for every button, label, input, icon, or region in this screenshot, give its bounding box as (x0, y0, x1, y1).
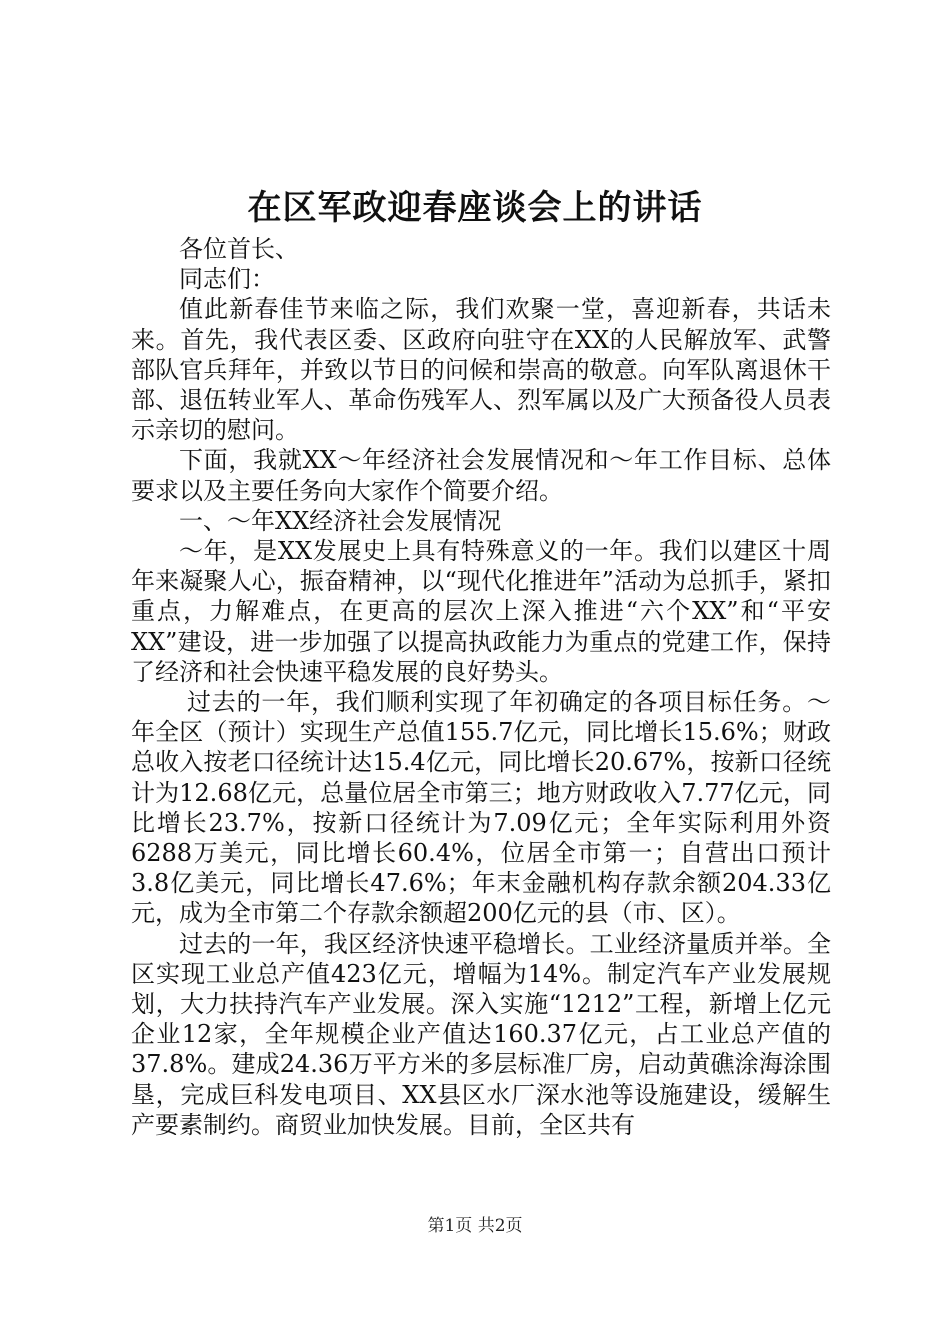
document-body (131, 234, 831, 1140)
document-title: 在区军政迎春座谈会上的讲话 (247, 188, 703, 228)
page-number-footer: 第1页 共2页 (427, 1216, 523, 1236)
paragraph-targets: 过去的一年，我们顺利实现了年初确定的各项目标任务。～年全区（预计）实现生产总值155.7亿元，同比增长15.6%；财政总收入按老口径统计达15.4亿元，同比增长20.67%，按新口径统计为12.68亿元，总量位居全市第三；地方财政收入7.77亿元，同比增长23.7%，按新口径统计为7.09亿元；全年实际利用外资6288万美元，同比增长60.4%，位居全市第一；自营出口预计3.8亿美元，同比增长47.6%；年末金融机构存款余额204.33亿元，成为全市第二个存款余额超200亿元的县（市、区）。 (131, 688, 831, 928)
paragraph-intro: 下面，我就XX～年经济社会发展情况和～年工作目标、总体要求以及主要任务向大家作个简要介绍。 (131, 446, 831, 505)
salutation-line-1: 各位首长、 (179, 235, 299, 263)
paragraph-overview: ～年，是XX发展史上具有特殊意义的一年。我们以建区十周年来凝聚人心，振奋精神，以“现代化推进年”活动为总抓手，紧扣重点，力解难点，在更高的层次上深入推进“六个XX”和“平安XX”建设，进一步加强了以提高执政能力为重点的党建工作，保持了经济和社会快速平稳发展的良好势头。 (131, 537, 831, 686)
section-heading: 一、～年XX经济社会发展情况 (179, 506, 502, 535)
salutation-line-2: 同志们： (179, 265, 275, 294)
paragraph-economy: 过去的一年，我区经济快速平稳增长。工业经济量质并举。全区实现工业总产值423亿元，增幅为14%。制定汽车产业发展规划，大力扶持汽车产业发展。深入实施“1212”工程，新增上亿元企业12家，全年规模企业产值达160.37亿元，占工业总产值的37.8%。建成24.36万平方米的多层标准厂房，启动黄礁涂海涂围垦，完成巨科发电项目、XX县区水厂深水池等设施建设，缓解生产要素制约。商贸业加快发展。目前，全区共有 (131, 929, 831, 1139)
paragraph-greeting: 值此新春佳节来临之际，我们欢聚一堂，喜迎新春，共话未来。首先，我代表区委、区政府向驻守在XX的人民解放军、武警部队官兵拜年，并致以节日的问候和崇高的敬意。向军队离退休干部、退伍转业军人、革命伤残军人、烈军属以及广大预备役人员表示亲切的慰问。 (131, 295, 831, 445)
